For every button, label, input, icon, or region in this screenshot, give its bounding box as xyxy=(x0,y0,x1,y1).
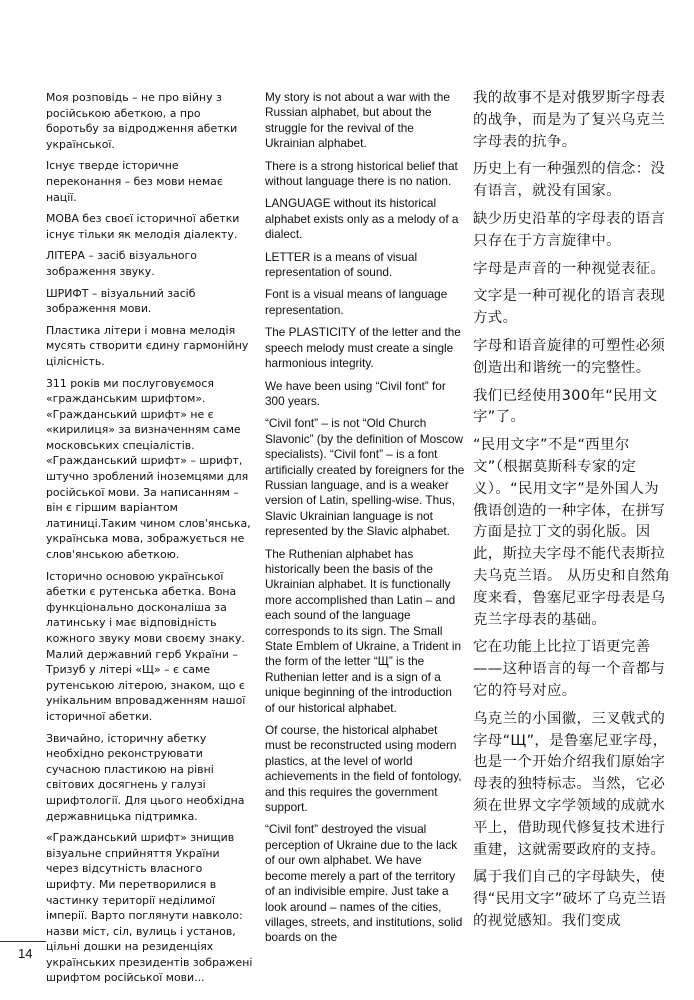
paragraph: 缺少历史沿革的字母表的语言只存在于方言旋律中。 xyxy=(473,210,666,249)
paragraph: 历史上有一种强烈的信念：没有语言，就没有国家。 xyxy=(473,161,666,200)
paragraph: МОВА без своєї історичної абетки існує тільки як мелодія діалекту. xyxy=(46,212,240,241)
paragraph: LANGUAGE without its historical alphabet exists only as a melody of a dialect. xyxy=(265,196,459,242)
paragraph: “Civil font” destroyed the visual perception of Ukraine due to the lack of our own alphabet. We have become merely a part of the territory of an indivisible empire. Just take a look around – names of the cities, villages, streets, and institutions, solid boards on the xyxy=(265,822,463,945)
paragraph: There is a strong historical belief that without language there is no nation. xyxy=(265,158,458,189)
paragraph: ЛІТЕРА – засіб візуального зображення звуку. xyxy=(46,249,197,278)
paragraph: “Civil font” – is not “Old Church Slavonic” (by the definition of Moscow specialists). “Civil font” – is a font artificially created by foreigners for the Russian language, and is a weaker version of Latin, spelling-wise. Thus, Slavic Ukrainian language is not represented by the Slavic alphabet. xyxy=(265,416,465,539)
paragraph: My story is not about a war with the Russian alphabet, but about the struggle for the revival of the Ukrainian alphabet. xyxy=(265,90,450,151)
paragraph: 属于我们自己的字母缺失，使得“民用文字”破坏了乌克兰语的视觉感知。我们变成 xyxy=(473,869,667,929)
paragraph: 字母是声音的一种视觉表征。 xyxy=(473,260,666,277)
page-number: 14 xyxy=(18,946,33,961)
paragraph: LETTER is a means of visual representation of sound. xyxy=(265,249,418,280)
chinese-text-column xyxy=(473,88,673,939)
paragraph: Of course, the historical alphabet must be reconstructed using modern plastics, at the level of world achievements in the field of fontology, and this requires the government support. xyxy=(265,723,462,815)
paragraph: 字母和语音旋律的可塑性必须创造出和谐统一的完整性。 xyxy=(473,337,666,376)
paragraph: 文字是一种可视化的语言表现方式。 xyxy=(473,288,666,327)
paragraph: 它在功能上比拉丁语更完善——这种语言的每一个音都与它的符号对应。 xyxy=(473,639,666,699)
paragraph: Існує тверде історичне переконання – без мови немає нації. xyxy=(46,159,223,204)
paragraph: The Ruthenian alphabet has historically been the basis of the Ukrainian alphabet. It is functionally more accomplished than Latin – and each sound of the language corresponds to its sign. The Small State Emblem of Ukraine, a Trident in the form of the letter “Щ” is the Ruthenian letter and is a sign of a unique beginning of the introduction of our historical alphabet. xyxy=(265,546,462,715)
paragraph: Звичайно, історичну абетку необхідно реконструювати сучасною пластикою на рівні світових досягнень у галузі шрифтології. Для цього необхідна державницька підтримка. xyxy=(46,731,245,823)
paragraph: 我们已经使用300年“民用文字”了。 xyxy=(473,387,658,426)
paragraph: The PLASTICITY of the letter and the speech melody must create a single harmonious integrity. xyxy=(265,325,461,371)
paragraph: We have been using “Civil font” for 300 years. xyxy=(265,378,446,408)
paragraph: Моя розповідь – не про війну з російською абеткою, а про боротьбу за відродження абетки української. xyxy=(46,91,238,151)
english-text-column xyxy=(265,90,465,953)
paragraph: «Гражданський шрифт» знищив візуальне сприйняття України через відсутність власного шрифту. Ми перетворилися в частинку території неділимої імперії. Варто поглянути навколо: назви міст, сіл, вулиць і установ, цільні дошки на резиденціях українських президентів зображені шрифтом російської мови... xyxy=(46,831,253,985)
paragraph: “民用文字”不是“西里尔文”（根据莫斯科专家的定义）。“民用文字”是外国人为俄语创造的一种字体，在拼写方面是拉丁文的弱化版。因此，斯拉夫字母不能代表斯拉夫乌克兰语。 从历史和自然角度来看，鲁塞尼亚字母表是乌克兰字母表的基础。 xyxy=(473,437,671,628)
paragraph: 311 років ми послуговуємося «гражданським шрифтом». «Гражданський шрифт» не є «кирилиця» за визначенням саме московських спеціалістів. «Гражданський шрифт» – шрифт, штучно зроблений іноземцями для російської мови. За написанням – він є гіршим варіантом латиниці.Таким чином слов'янська, українська мова, зображується не слов'янською абеткою. xyxy=(46,376,251,562)
paragraph: Історично основою української абетки є рутенська абетка. Вона функціонально досконаліша за латинську і має відповідність кожного звуку мови своєму знаку. Малий державний герб України – Тризуб у літері «Щ» – є саме рутенською літерою, знаком, що є унікальним впровадженням нашої історичної абетки. xyxy=(46,569,246,723)
paragraph: Пластика літери і мовна мелодія мусять створити єдину гармонійну цілісність. xyxy=(46,323,249,368)
paragraph: 我的故事不是对俄罗斯字母表的战争，而是为了复兴乌克兰字母表的抗争。 xyxy=(473,90,666,150)
paragraph: ШРИФТ – візуальний засіб зображення мови. xyxy=(46,286,196,316)
paragraph: Font is a visual means of language representation. xyxy=(265,287,448,317)
footer-divider xyxy=(0,941,46,942)
paragraph: 乌克兰的小国徽，三叉戟式的字母“Щ”，是鲁塞尼亚字母，也是一个开始介绍我们原始字母表的独特标志。当然，它必须在世界文字学领域的成就水平上，借助现代修复技术进行重建，这就需要政府的支持。 xyxy=(473,710,668,858)
ukrainian-text-column xyxy=(46,90,254,992)
